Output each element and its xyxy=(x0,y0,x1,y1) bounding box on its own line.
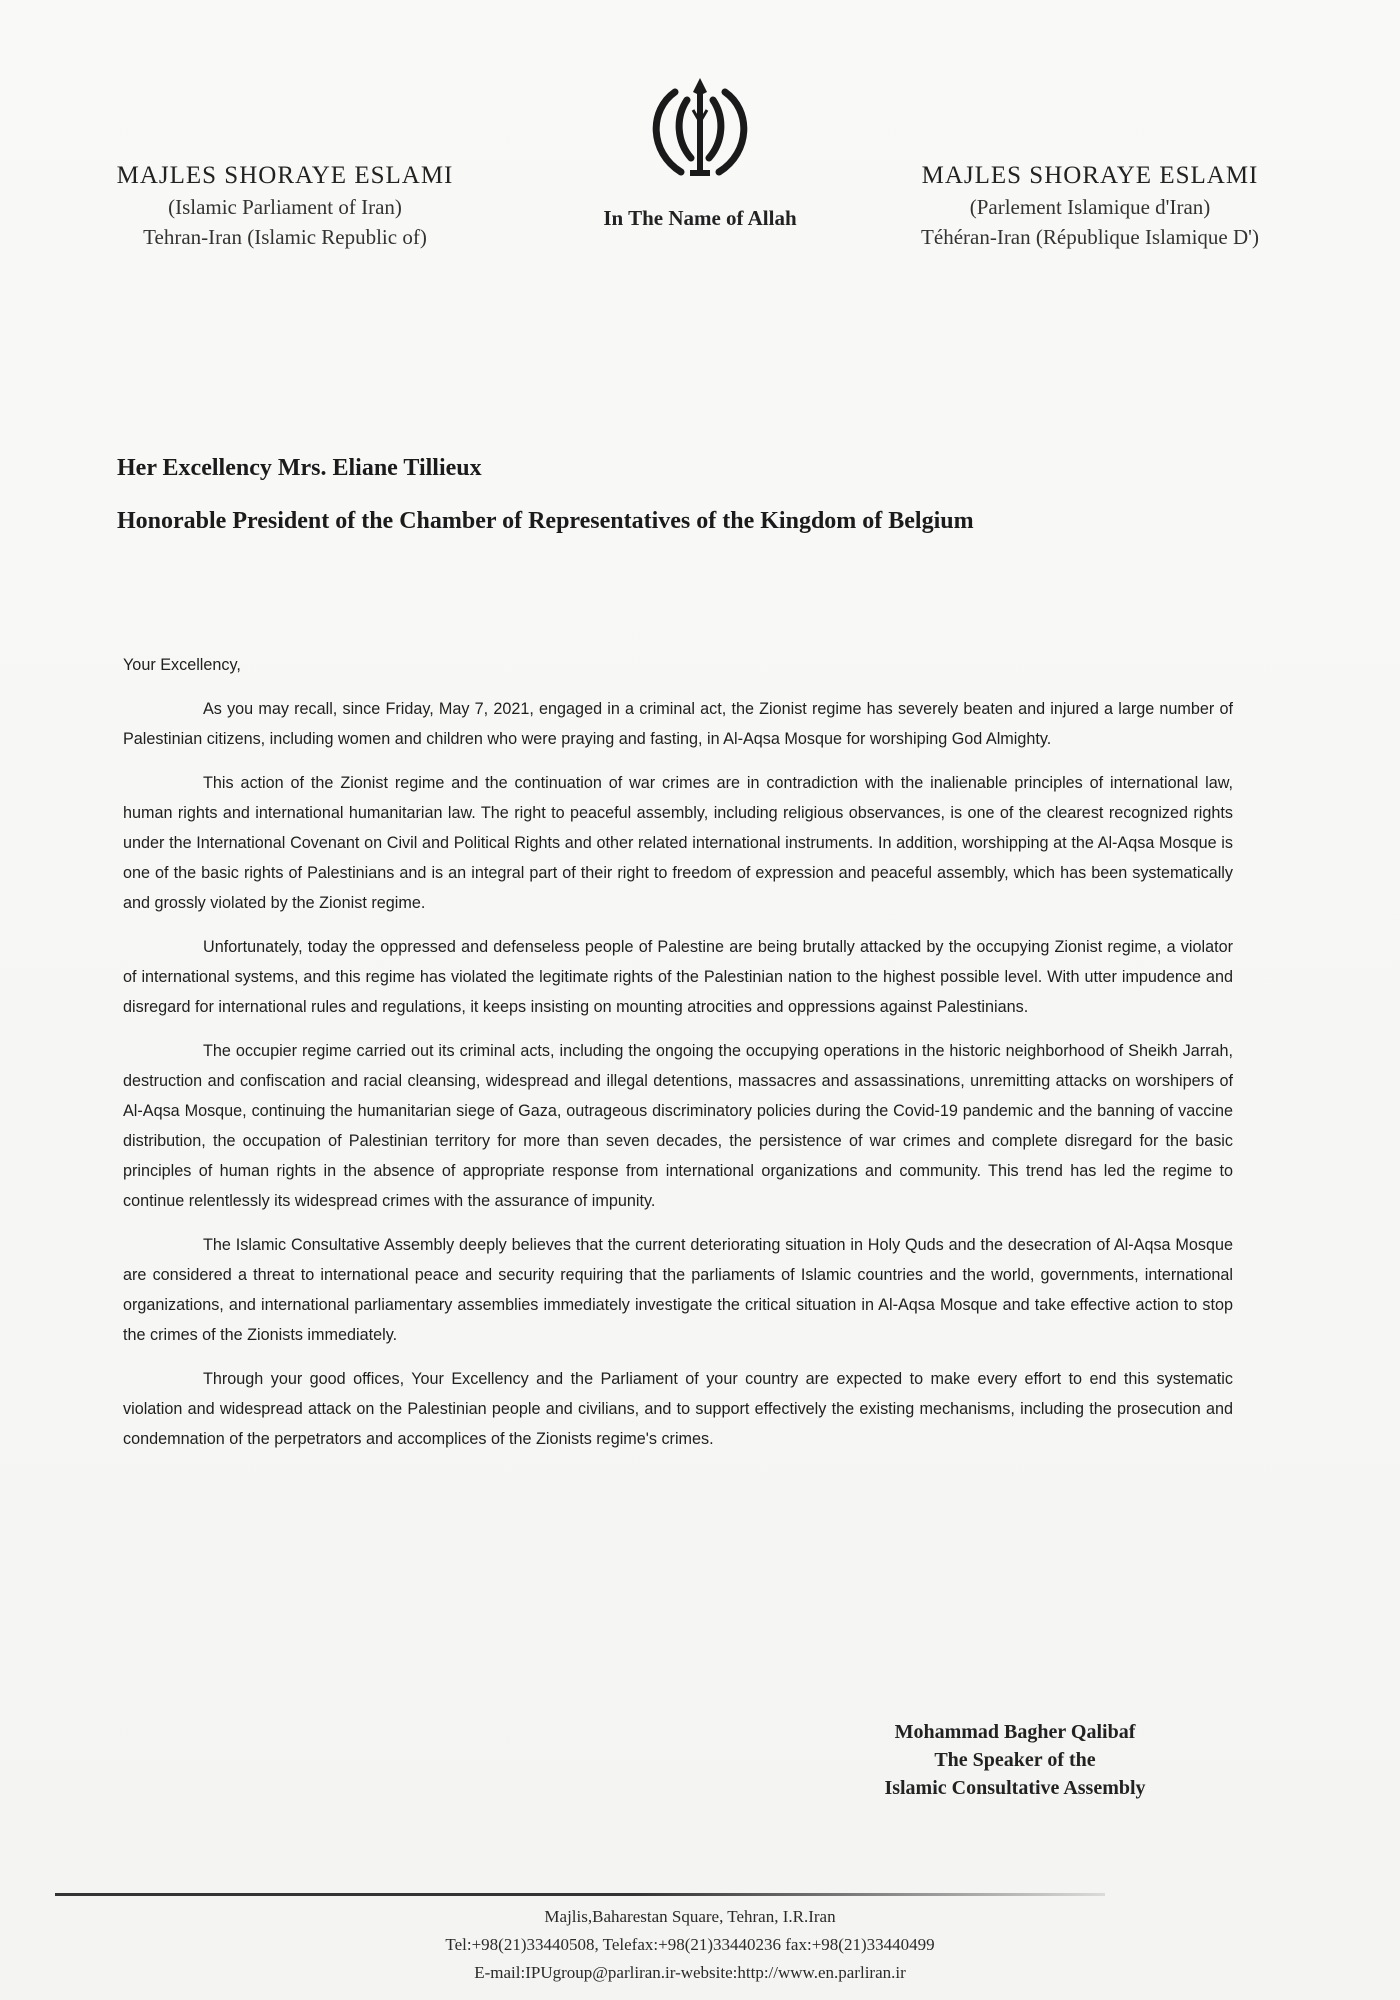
bismillah-caption: In The Name of Allah xyxy=(603,206,797,230)
header-left-title: MAJLES SHORAYE ESLAMI xyxy=(116,162,454,189)
header-left-block xyxy=(75,160,495,252)
salutation: Your Excellency, xyxy=(123,656,241,674)
header-right-block xyxy=(880,160,1300,252)
header-right-subtitle: (Parlement Islamique d'Iran) xyxy=(969,195,1211,219)
paragraph-4: The occupier regime carried out its criminal acts, including the ongoing the occupying operations in the historic neighborhood of Sheikh Jarrah, destruction and confiscation and racial cleansing, widespread and illegal detentions, massacres and assassinations, unremitting attacks on worshipers of Al-Aqsa Mosque, continuing the humanitarian siege of Gaza, outrageous discriminatory policies during the Covid-19 pandemic and the banning of vaccine distribution, the occupation of Palestinian territory for more than seven decades, the persistence of war crimes and complete disregard for the basic principles of human rights in the absence of appropriate response from international organizations and community. This trend has led the regime to continue relentlessly its widespread crimes with the assurance of impunity. xyxy=(123,1042,1233,1210)
paragraph-3: Unfortunately, today the oppressed and defenseless people of Palestine are being brutally attacked by the occupying Zionist regime, a violator of international systems, and this regime has violated the legitimate rights of the Palestinian nation to the highest possible level. With utter impudence and disregard for international rules and regulations, it keeps insisting on mounting atrocities and oppressions against Palestinians. xyxy=(123,938,1233,1016)
signatory-title-2: Islamic Consultative Assembly xyxy=(884,1777,1146,1799)
signature-block xyxy=(830,1718,1200,1802)
letter-body xyxy=(123,650,1233,1468)
signatory-title-1: The Speaker of the xyxy=(934,1749,1096,1771)
addressee-title: Honorable President of the Chamber of Representatives of the Kingdom of Belgium xyxy=(117,508,974,534)
paragraph-5: The Islamic Consultative Assembly deeply believes that the current deteriorating situation in Holy Quds and the desecration of Al-Aqsa Mosque are considered a threat to international peace and security requiring that the parliaments of Islamic countries and the world, governments, international organizations, and international parliamentary assemblies immediately investigate the critical situation in Al-Aqsa Mosque and take effective action to stop the crimes of the Zionists immediately. xyxy=(123,1236,1233,1344)
addressee-block xyxy=(117,455,1297,535)
footer-block xyxy=(240,1903,1140,1987)
header-left-location: Tehran-Iran (Islamic Republic of) xyxy=(143,225,427,249)
footer-phones: Tel:+98(21)33440508, Telefax:+98(21)33440236 fax:+98(21)33440499 xyxy=(445,1935,935,1954)
signatory-name: Mohammad Bagher Qalibaf xyxy=(894,1721,1136,1743)
footer-contact: E-mail:IPUgroup@parliran.ir-website:http://www.en.parliran.ir xyxy=(474,1963,906,1982)
paragraph-2: This action of the Zionist regime and the continuation of war crimes are in contradiction with the inalienable principles of international law, human rights and international humanitarian law. The right to peaceful assembly, including religious observances, is one of the clearest recognized rights under the International Covenant on Civil and Political Rights and other related international instruments. In addition, worshipping at the Al-Aqsa Mosque is one of the basic rights of Palestinians and is an integral part of their right to freedom of expression and peaceful assembly, which has been systematically and grossly violated by the Zionist regime. xyxy=(123,774,1233,912)
header-center-block xyxy=(570,70,830,231)
header-right-title: MAJLES SHORAYE ESLAMI xyxy=(921,162,1259,189)
footer-address: Majlis,Baharestan Square, Tehran, I.R.Iran xyxy=(544,1907,836,1926)
addressee-name: Her Excellency Mrs. Eliane Tillieux xyxy=(117,455,482,481)
header-left-subtitle: (Islamic Parliament of Iran) xyxy=(168,195,402,219)
iran-emblem-icon xyxy=(635,70,765,190)
footer-divider xyxy=(55,1893,1105,1896)
paragraph-6: Through your good offices, Your Excellency and the Parliament of your country are expected to make every effort to end this systematic violation and widespread attack on the Palestinian people and civilians, and to support effectively the existing mechanisms, including the prosecution and condemnation of the perpetrators and accomplices of the Zionists regime's crimes. xyxy=(123,1370,1233,1448)
header-right-location: Téhéran-Iran (République Islamique D') xyxy=(921,225,1259,249)
paragraph-1: As you may recall, since Friday, May 7, 2021, engaged in a criminal act, the Zionist regime has severely beaten and injured a large number of Palestinian citizens, including women and children who were praying and fasting, in Al-Aqsa Mosque for worshiping God Almighty. xyxy=(123,700,1233,748)
